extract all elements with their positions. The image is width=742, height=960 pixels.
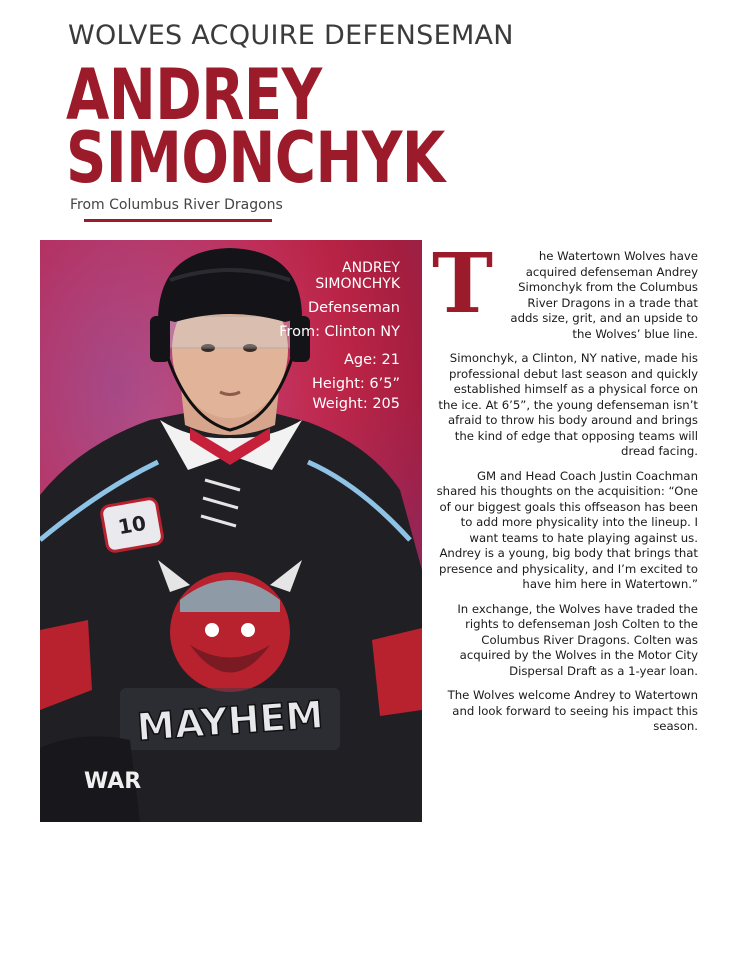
article-paragraph-3: GM and Head Coach Justin Coachman shared his thoughts on the acquisition: “One of our biggest goals this offseason has been to add more physicality into the lineup. I want teams to hate playing against us. Andrey is a young, big body that brings that presence and physicality, and I’m excited to have him here in Watertown.”	[436, 468, 698, 591]
drop-cap: T	[432, 236, 494, 332]
player-info-block	[279, 260, 400, 412]
subhead-from-team: From Columbus River Dragons	[70, 197, 283, 213]
article-paragraph-1-text: he Watertown Wolves have acquired defenseman Andrey Simonchyk from the Columbus River Dragons in a trade that adds size, grit, and an upside to the Wolves’ blue line.	[510, 249, 698, 341]
article-paragraph-4: In exchange, the Wolves have traded the rights to defenseman Josh Colten to the Columbus River Dragons. Colten was acquired by the Wolves in the Motor City Dispersal Draft as a 1-year loan.	[457, 601, 698, 678]
player-card-age: Age: 21	[344, 352, 400, 368]
glove-text: WAR	[84, 769, 142, 794]
player-card-height: Height: 6’5”	[312, 376, 400, 392]
player-photo	[40, 240, 422, 822]
jersey-wordmark: MAYHEM	[135, 692, 325, 750]
headline-last-name: SIMONCHYK	[66, 118, 445, 200]
kicker-heading: WOLVES ACQUIRE DEFENSEMAN	[68, 20, 514, 51]
player-card-hometown: From: Clinton NY	[279, 324, 400, 340]
article-paragraph-2: Simonchyk, a Clinton, NY native, made his professional debut last season and quickly established himself as a physical force on the ice. At 6’5”, the young defenseman isn’t afraid to throw his body around and brings the kind of edge that opposing teams will dread facing.	[438, 351, 698, 458]
patch-text: 10	[116, 510, 148, 540]
article-body	[432, 236, 698, 744]
article-paragraph-1	[432, 236, 698, 342]
player-card-weight: Weight: 205	[312, 396, 400, 412]
player-card-last-name: SIMONCHYK	[315, 276, 400, 292]
headline-first-name: ANDREY	[66, 55, 322, 137]
player-card-position: Defenseman	[308, 300, 400, 316]
player-card-first-name: ANDREY	[342, 260, 400, 276]
article-paragraph-5: The Wolves welcome Andrey to Watertown and look forward to seeing his impact this season.	[447, 688, 698, 733]
subhead-underline-divider	[84, 219, 272, 222]
